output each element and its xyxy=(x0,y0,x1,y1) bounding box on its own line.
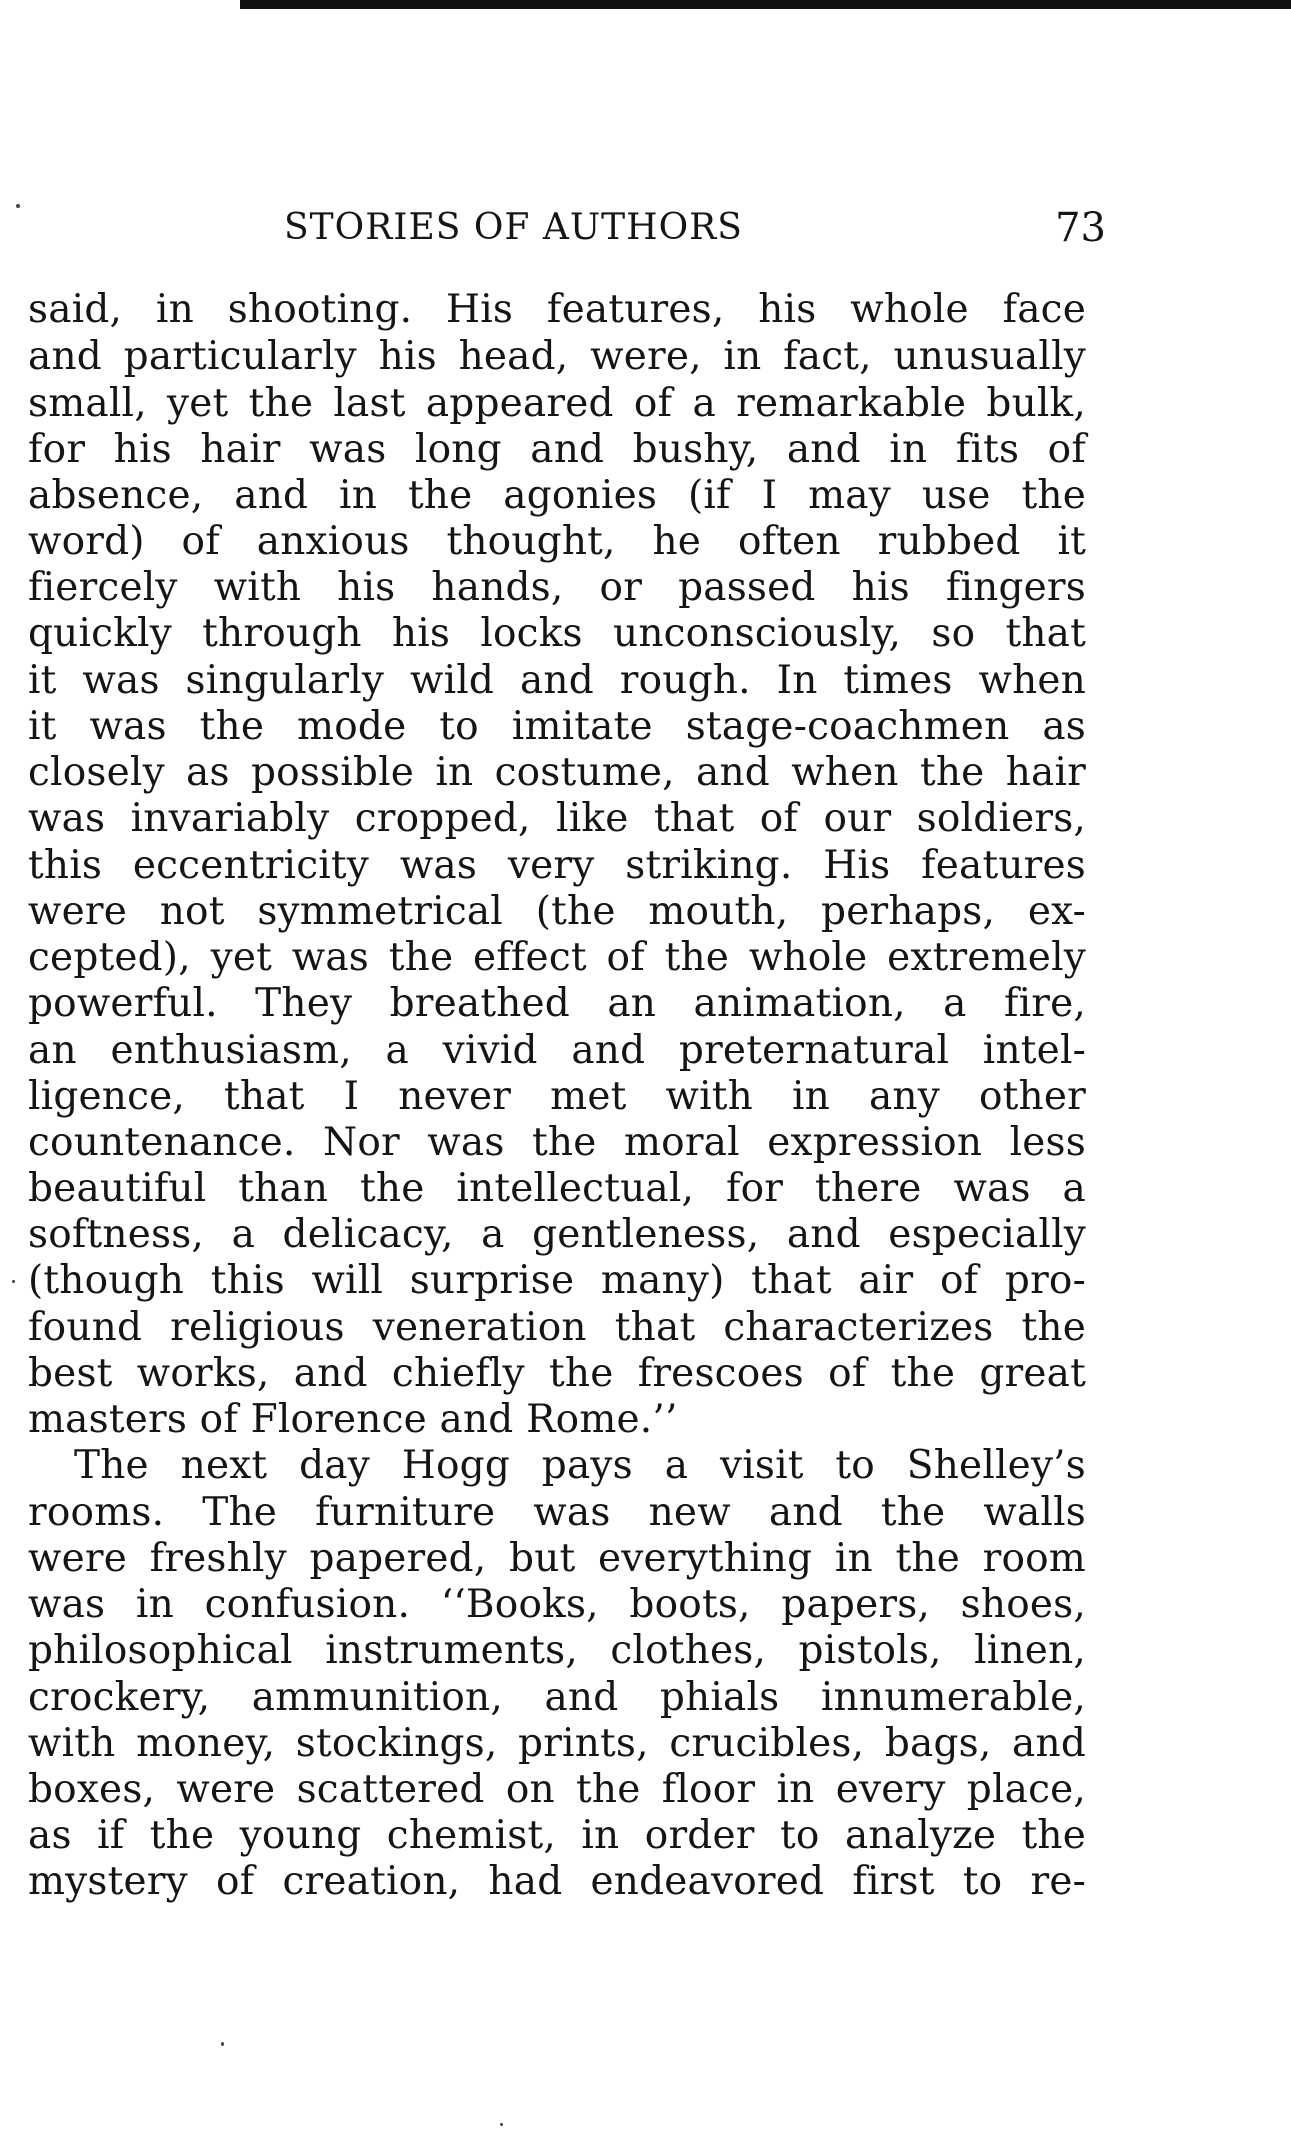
text-line: were not symmetrical (the mouth, perhaps, ex- xyxy=(28,889,1086,934)
text-line: The next day Hogg pays a visit to Shelley’s xyxy=(74,1443,1086,1488)
text-line: word) of anxious thought, he often rubbed it xyxy=(28,519,1086,564)
page-number: 73 xyxy=(1055,205,1106,251)
text-line: countenance. Nor was the moral expression less xyxy=(28,1120,1086,1165)
text-line: were freshly papered, but everything in the room xyxy=(28,1536,1086,1581)
text-line: quickly through his locks unconsciously, so that xyxy=(28,611,1086,656)
paper-speck xyxy=(500,2123,503,2126)
text-line: boxes, were scattered on the floor in every place, xyxy=(28,1767,1086,1812)
text-line: was invariably cropped, like that of our soldiers, xyxy=(28,796,1086,841)
text-line: it was singularly wild and rough. In times when xyxy=(28,658,1086,703)
text-line: rooms. The furniture was new and the walls xyxy=(28,1490,1086,1535)
text-line: fiercely with his hands, or passed his fingers xyxy=(28,565,1086,610)
text-line: an enthusiasm, a vivid and preternatural intel- xyxy=(28,1028,1086,1073)
text-line: closely as possible in costume, and when the hair xyxy=(28,750,1086,795)
top-rule xyxy=(240,0,1291,9)
text-line: beautiful than the intellectual, for there was a xyxy=(28,1166,1086,1211)
text-line: cepted), yet was the effect of the whole extremely xyxy=(28,935,1086,980)
text-line: powerful. They breathed an animation, a fire, xyxy=(28,981,1086,1026)
text-line: this eccentricity was very striking. His features xyxy=(28,843,1086,888)
paper-speck xyxy=(221,2042,224,2046)
text-line: and particularly his head, were, in fact, unusually xyxy=(28,334,1086,379)
text-line: as if the young chemist, in order to analyze the xyxy=(28,1813,1086,1858)
text-line: was in confusion. ‘‘Books, boots, papers, shoes, xyxy=(28,1582,1086,1627)
text-line: said, in shooting. His features, his whole face xyxy=(28,287,1086,332)
paper-speck xyxy=(16,204,20,208)
text-line: found religious veneration that characterizes the xyxy=(28,1305,1086,1350)
text-line: for his hair was long and bushy, and in fits of xyxy=(28,427,1086,472)
text-line: (though this will surprise many) that air of pro- xyxy=(28,1258,1086,1303)
text-line: best works, and chiefly the frescoes of the great xyxy=(28,1351,1086,1396)
text-line: with money, stockings, prints, crucibles, bags, and xyxy=(28,1721,1086,1766)
text-line: masters of Florence and Rome.’’ xyxy=(28,1397,678,1442)
text-line: softness, a delicacy, a gentleness, and especially xyxy=(28,1212,1086,1257)
text-line: crockery, ammunition, and phials innumerable, xyxy=(28,1675,1086,1720)
text-line: ligence, that I never met with in any other xyxy=(28,1074,1086,1119)
text-line: mystery of creation, had endeavored first to re- xyxy=(28,1859,1086,1904)
text-line: philosophical instruments, clothes, pistols, linen, xyxy=(28,1628,1086,1673)
running-head: STORIES OF AUTHORS xyxy=(284,207,743,248)
paper-speck xyxy=(12,1280,15,1283)
text-line: small, yet the last appeared of a remarkable bulk, xyxy=(28,381,1086,426)
text-line: it was the mode to imitate stage-coachmen as xyxy=(28,704,1086,749)
text-line: absence, and in the agonies (if I may use the xyxy=(28,473,1086,518)
